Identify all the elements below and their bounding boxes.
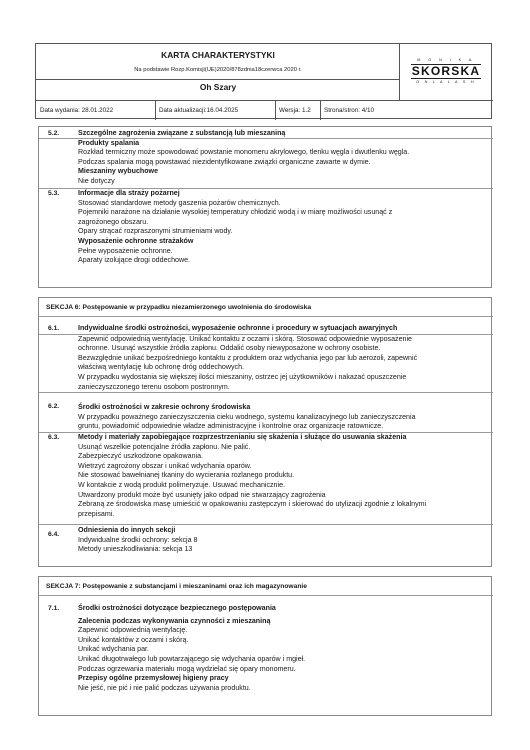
section-title: SEKCJA 7: Postępowanie z substancjami i mieszaninami oraz ich magazynowanie <box>46 583 308 590</box>
subsection-number: 5.2. <box>48 130 60 137</box>
header-meta-row <box>36 100 493 119</box>
text-line: Zabezpieczyć uszkodzone opakowania. <box>78 452 204 461</box>
document-title: KARTA CHARAKTERYSTYKI <box>161 50 275 60</box>
subsection-body <box>78 604 488 693</box>
subsection-heading: Metody i materiały zapobiegające rozprzestrzenianiu się skażenia i służące do usuwania skażenia <box>78 433 407 441</box>
text-line: Unikać kontaktów z oczami i skórą. <box>78 635 189 644</box>
text-line: Unikać wdychania par. <box>78 645 149 654</box>
text-line: Metody unieszkodliwiania: sekcja 13 <box>78 545 193 554</box>
text-line: Nie dotyczy <box>78 176 115 185</box>
text-line: Pełne wyposażenie ochronne. <box>78 246 173 255</box>
brand-logo <box>406 58 486 85</box>
subsection-heading: Środki ostrożności w zakresie ochrony środowiska <box>78 403 251 411</box>
logo-top-text: M O N I K A <box>417 58 475 62</box>
regulation-reference: Na podstawie Rozp.Komisji(UE)2020/878zdnia18czerwca 2020 r. <box>134 67 302 73</box>
text-line: właściwą wentylację lub ochronę dróg oddechowych. <box>78 363 245 372</box>
section-title-divider <box>39 595 493 596</box>
text-line: Podczas spalania mogą powstawać niezidentyfikowane związki organiczne zawarte w dymie. <box>78 157 371 166</box>
text-line: Stosować standardowe metody gaszenia pożarów chemicznych. <box>78 198 281 207</box>
text-line: Aparaty izolujące drogi oddechowe. <box>78 256 190 265</box>
text-line: W kontakcie z wodą produkt polimeryzuje. Usuwać mechanicznie. <box>78 480 285 489</box>
sub-heading: Zalecenia podczas wykonywania czynności z mieszaniną <box>78 616 271 625</box>
sub-heading: Mieszaniny wybuchowe <box>78 167 159 176</box>
text-line: Nie jeść, nie pić i nie palić podczas używania produktu. <box>78 683 251 692</box>
text-line: Podczas ogrzewania materiału mogą wydzielać się opary monomeru. <box>78 664 296 673</box>
meta-divider <box>155 101 156 120</box>
subsection-divider <box>39 524 493 525</box>
text-line: zagrożonego obszaru. <box>78 217 149 226</box>
subsection-number: 6.4. <box>48 531 60 538</box>
update-date: Data aktualizacji:16.04.2025 <box>159 107 239 114</box>
subsection-heading: Odniesienia do innych sekcji <box>78 526 176 534</box>
product-name: Oh Szary <box>199 82 237 92</box>
subsection-divider <box>39 392 493 393</box>
subsection-number: 7.1. <box>48 605 60 612</box>
text-line: Nie stosować bawełnianej tkaniny do wycierania rozlanego produktu. <box>78 471 295 480</box>
text-line: Bezwzględnie unikać bezpośredniego kontaktu z produktem oraz wdychania jego par lub aerozoli, zapewnić <box>78 353 418 362</box>
section-7-box <box>38 576 492 716</box>
text-line: Pojemniki narażone na działanie wysokiej temperatury chłodzić wodą i w miarę możliwości usunąć z <box>78 208 393 217</box>
text-line: Wietrzyć zagrożony obszar i unikać wdychania oparów. <box>78 461 252 470</box>
logo-bottom-text: O N L A L A S H <box>416 80 476 84</box>
meta-divider <box>275 101 276 120</box>
text-line: W przypadku wydostania się większej ilości mieszaniny, ostrzec jej użytkowników i nakazać opuszczenie <box>78 372 407 381</box>
subsection-body <box>78 189 488 266</box>
section-title-divider <box>39 316 493 317</box>
subsection-body <box>78 433 488 519</box>
subsection-number: 6.3. <box>48 434 60 441</box>
text-line: zanieczyszczonego terenu osobom postronnym. <box>78 382 230 391</box>
sub-heading: Przepisy ogólne przemysłowej higieny pracy <box>78 674 229 683</box>
subsection-body <box>78 403 488 432</box>
text-line: przepisami. <box>78 509 115 518</box>
subsection-heading: Informacje dla straży pożarnej <box>78 189 180 197</box>
text-line: Rozkład termiczny może spowodować powstanie monomeru akrylowego, tlenku węgla i dwutlenku węgla. <box>78 148 410 157</box>
section-6-box <box>38 297 492 567</box>
text-line: Opary strącać rozpraszonymi strumieniami wody. <box>78 227 233 236</box>
text-line: Usunąć wszelkie potencjalne źródła zapłonu. Nie palić. <box>78 442 251 451</box>
logo-main-text: SKORSKA <box>411 64 481 78</box>
heading-underline <box>39 138 493 139</box>
text-line: W przypadku poważnego zanieczyszczenia cieku wodnego, systemu kanalizacyjnego lub zanieczyszczenia <box>78 412 416 421</box>
subsection-number: 5.3. <box>48 190 60 197</box>
header-divider <box>36 79 400 80</box>
text-line: Zapewnić odpowiednią wentylację. Unikać kontaktu z oczami i skórą. Stosować odpowiednie wyposażenie <box>78 334 412 343</box>
text-line: Zebraną ze środowiska masę umieścić w opakowaniu zastępczym i skierować do utylizacji zgodnie z lokalnymi <box>78 500 427 509</box>
sub-heading: Produkty spalania <box>78 138 140 147</box>
document-header <box>35 43 492 119</box>
subsection-heading: Szczególne zagrożenia związane z substancją lub mieszaniną <box>78 129 286 137</box>
text-line: ochronne. Usunąć wszystkie źródła zapłonu. Oddalić osoby niewyposażone w ochrony osobiste. <box>78 344 381 353</box>
text-line: Utwardzony produkt może być usunięty jako odpad nie stwarzający zagrożenia <box>78 490 326 499</box>
text-line: gruntu, powiadomić odpowiednie władze administracyjne i kontrolne oraz organizacje ratownicze. <box>78 422 384 431</box>
header-title-block <box>36 44 400 100</box>
subsection-body <box>78 526 488 555</box>
sub-heading: Wyposażenie ochronne strażaków <box>78 236 194 245</box>
subsection-number: 6.2. <box>48 403 60 410</box>
subsection-heading: Indywidualne środki ostrożności, wyposażenie ochronne i procedury w sytuacjach awaryjnych <box>78 324 398 332</box>
version: Wersja: 1.2 <box>279 107 311 114</box>
meta-divider <box>320 101 321 120</box>
text-line: Unikać długotrwałego lub powtarzającego się wdychania oparów i mgieł. <box>78 654 306 663</box>
text-line: Indywidualne środki ochrony: sekcja 8 <box>78 535 198 544</box>
subsection-number: 6.1. <box>48 325 60 332</box>
issue-date: Data wydania: 28.01.2022 <box>40 107 114 114</box>
text-line: Zapewnić odpowiednią wentylację. <box>78 626 188 635</box>
section-title: SEKCJA 6: Postępowanie w przypadku niezamierzonego uwolnienia do środowiska <box>46 304 312 311</box>
heading-underline <box>39 334 493 335</box>
page-number: Strona/stron: 4/10 <box>324 107 375 114</box>
subsection-heading: Środki ostrożności dotyczące bezpiecznego postępowania <box>78 604 276 612</box>
section-5-box <box>38 126 492 288</box>
